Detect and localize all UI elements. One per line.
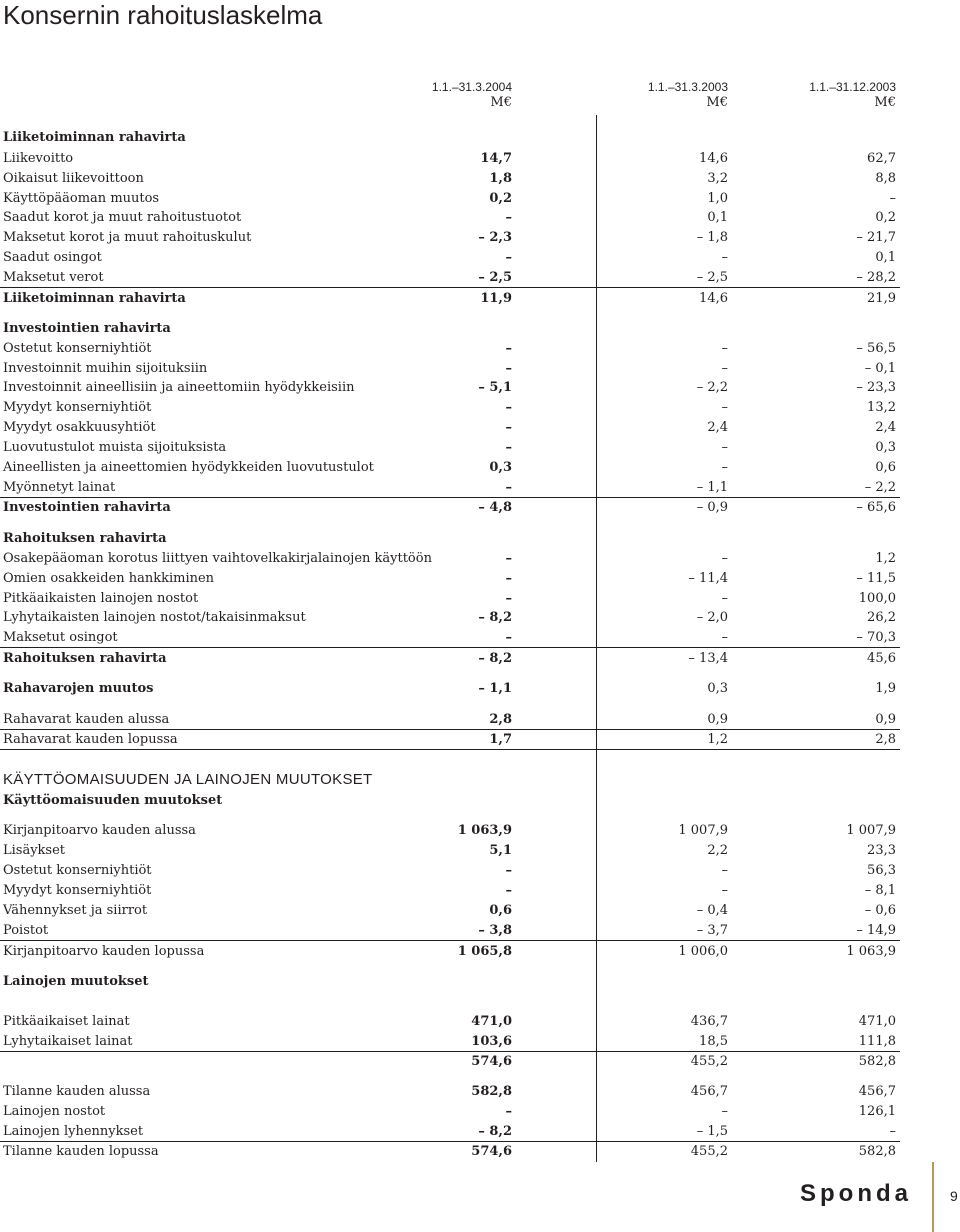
- cell-value: –: [721, 361, 728, 376]
- section-subheading-label: Käyttöomaisuuden muutokset: [3, 793, 223, 808]
- row-label: Oikaisut liikevoittoon: [3, 171, 144, 186]
- table-row: [0, 438, 900, 457]
- cell-value: –: [505, 250, 512, 265]
- table-row: [0, 1102, 900, 1121]
- row-label: Käyttöpääoman muutos: [3, 191, 160, 206]
- cell-value: – 2,5: [696, 270, 728, 285]
- table-row: [0, 881, 900, 900]
- table-row: [0, 901, 900, 920]
- cell-value: 1 007,9: [678, 823, 728, 838]
- cell-value: – 0,1: [864, 361, 896, 376]
- row-label: Ostetut konserniyhtiöt: [3, 863, 152, 878]
- row-label: Lyhytaikaisten lainojen nostot/takaisinmaksut: [3, 610, 306, 625]
- row-label: Myönnetyt lainat: [3, 480, 116, 495]
- cell-value: –: [889, 191, 896, 206]
- row-label: Kirjanpitoarvo kauden alussa: [3, 823, 196, 838]
- row-label: Liiketoiminnan rahavirta: [3, 291, 186, 306]
- cell-value: –: [505, 863, 512, 878]
- cell-value: –: [721, 883, 728, 898]
- cell-value: – 0,6: [864, 903, 896, 918]
- cell-value: –: [721, 400, 728, 415]
- table-row: [0, 339, 900, 358]
- cell-value: 56,3: [867, 863, 896, 878]
- page-number: 9: [950, 1188, 958, 1204]
- cell-value: 1,0: [707, 191, 728, 206]
- cell-value: 14,6: [699, 291, 728, 306]
- table-row: [0, 208, 900, 227]
- row-label: Pitkäaikaiset lainat: [3, 1014, 130, 1029]
- table-row: [0, 1032, 900, 1052]
- cell-value: – 2,3: [478, 230, 512, 245]
- table-row: [0, 289, 900, 308]
- cell-value: – 14,9: [856, 923, 896, 938]
- table-row: [0, 1052, 900, 1071]
- row-label: Rahavarat kauden alussa: [3, 712, 170, 727]
- cell-value: 1 065,8: [457, 944, 512, 959]
- cell-value: –: [721, 863, 728, 878]
- cell-value: – 23,3: [856, 380, 896, 395]
- cell-value: 126,1: [858, 1104, 896, 1119]
- table-row: [0, 821, 900, 840]
- table-row: [0, 861, 900, 880]
- row-label: Myydyt osakkuusyhtiöt: [3, 420, 156, 435]
- column-header-3: [766, 79, 896, 111]
- cell-value: 2,8: [875, 732, 896, 747]
- row-label: Maksetut osingot: [3, 630, 118, 645]
- table-row: [0, 710, 900, 730]
- cell-value: 26,2: [867, 610, 896, 625]
- cell-value: 0,2: [875, 210, 896, 225]
- cell-value: 471,0: [858, 1014, 896, 1029]
- cell-value: 1 006,0: [678, 944, 728, 959]
- cell-value: – 8,2: [478, 1124, 512, 1139]
- table-row: [0, 149, 900, 168]
- row-label: Luovutustulot muista sijoituksista: [3, 440, 227, 455]
- column-header-2: [598, 79, 728, 111]
- section-subheading: [0, 791, 900, 810]
- row-label: Omien osakkeiden hankkiminen: [3, 571, 215, 586]
- cell-value: –: [721, 591, 728, 606]
- cell-value: 13,2: [867, 400, 896, 415]
- cell-value: 436,7: [690, 1014, 728, 1029]
- cell-value: 2,2: [707, 843, 728, 858]
- cell-value: –: [505, 630, 512, 645]
- table-row: [0, 628, 900, 648]
- cell-value: 0,6: [875, 460, 896, 475]
- cell-value: – 28,2: [856, 270, 896, 285]
- section-heading-row: [0, 529, 900, 548]
- cell-value: –: [505, 883, 512, 898]
- cell-value: 11,9: [480, 291, 512, 306]
- page-title: Konsernin rahoituslaskelma: [3, 0, 323, 30]
- row-label: Liikevoitto: [3, 151, 74, 166]
- cell-value: – 1,8: [696, 230, 728, 245]
- cell-value: –: [505, 1104, 512, 1119]
- table-row: [0, 569, 900, 588]
- cell-value: 1 007,9: [846, 823, 896, 838]
- row-label: Rahoituksen rahavirta: [3, 531, 167, 546]
- table-row: [0, 228, 900, 247]
- table-row: [0, 679, 900, 698]
- table-row: [0, 498, 900, 517]
- row-label: Ostetut konserniyhtiöt: [3, 341, 152, 356]
- cell-value: 0,3: [489, 460, 512, 475]
- cell-value: –: [505, 210, 512, 225]
- row-label: Investointien rahavirta: [3, 500, 171, 515]
- cell-value: – 56,5: [856, 341, 896, 356]
- section-heading-row: [0, 319, 900, 338]
- row-label: Lyhytaikaiset lainat: [3, 1034, 133, 1049]
- cell-value: 18,5: [699, 1034, 728, 1049]
- cell-value: 2,8: [489, 712, 512, 727]
- table-row: [0, 418, 900, 437]
- cell-value: 100,0: [858, 591, 896, 606]
- row-label: Saadut osingot: [3, 250, 102, 265]
- cell-value: 455,2: [690, 1144, 728, 1159]
- row-label: Lainojen muutokset: [3, 974, 149, 989]
- cell-value: 574,6: [471, 1144, 512, 1159]
- section-heading-row: [0, 128, 900, 147]
- cell-value: 5,1: [489, 843, 512, 858]
- cell-value: – 0,4: [696, 903, 728, 918]
- row-label: Maksetut korot ja muut rahoituskulut: [3, 230, 252, 245]
- row-label: Maksetut verot: [3, 270, 104, 285]
- row-label: Tilanne kauden alussa: [3, 1084, 151, 1099]
- cell-value: 14,6: [699, 151, 728, 166]
- cell-value: 103,6: [471, 1034, 512, 1049]
- table-row: [0, 1142, 900, 1161]
- cell-value: 455,2: [690, 1054, 728, 1069]
- cell-value: 1 063,9: [457, 823, 512, 838]
- cell-value: –: [505, 591, 512, 606]
- row-label: Rahoituksen rahavirta: [3, 651, 167, 666]
- cell-value: 471,0: [471, 1014, 512, 1029]
- row-label: Rahavarojen muutos: [3, 681, 154, 696]
- cell-value: 0,3: [707, 681, 728, 696]
- table-row: [0, 189, 900, 208]
- cell-value: – 11,5: [856, 571, 896, 586]
- row-label: Saadut korot ja muut rahoitustuotot: [3, 210, 242, 225]
- cell-value: 1 063,9: [846, 944, 896, 959]
- table-row: [0, 268, 900, 288]
- section-heading-row: [0, 972, 900, 991]
- cell-value: – 1,5: [696, 1124, 728, 1139]
- cell-value: 1,8: [489, 171, 512, 186]
- cell-value: – 70,3: [856, 630, 896, 645]
- cell-value: –: [505, 341, 512, 356]
- table-row: [0, 942, 900, 961]
- table-row: [0, 1122, 900, 1142]
- cell-value: – 2,2: [696, 380, 728, 395]
- table-row: [0, 169, 900, 188]
- cell-value: – 8,2: [478, 610, 512, 625]
- table-row: [0, 730, 900, 750]
- row-label: Liiketoiminnan rahavirta: [3, 130, 186, 145]
- cell-value: 2,4: [707, 420, 728, 435]
- cell-value: – 0,9: [696, 500, 728, 515]
- cell-value: – 1,1: [696, 480, 728, 495]
- cell-value: –: [721, 440, 728, 455]
- row-label: Lainojen lyhennykset: [3, 1124, 144, 1139]
- table-row: [0, 608, 900, 627]
- cell-value: –: [505, 571, 512, 586]
- cell-value: 1,2: [875, 551, 896, 566]
- row-label: Rahavarat kauden lopussa: [3, 732, 178, 747]
- table-row: [0, 841, 900, 860]
- cell-value: –: [889, 1124, 896, 1139]
- cell-value: 14,7: [480, 151, 512, 166]
- row-label: Poistot: [3, 923, 49, 938]
- cell-value: 456,7: [690, 1084, 728, 1099]
- table-row: [0, 359, 900, 378]
- cell-value: – 2,2: [864, 480, 896, 495]
- cell-value: 1,7: [489, 732, 512, 747]
- table-row: [0, 478, 900, 498]
- cell-value: – 1,1: [478, 681, 512, 696]
- cell-value: 582,8: [858, 1054, 896, 1069]
- cell-value: 574,6: [471, 1054, 512, 1069]
- brand-logo: Sponda: [800, 1180, 912, 1207]
- cell-value: 111,8: [858, 1034, 896, 1049]
- row-label: Pitkäaikaisten lainojen nostot: [3, 591, 199, 606]
- row-label: Vähennykset ja siirrot: [3, 903, 148, 918]
- column-header-unit: M€: [706, 95, 728, 110]
- cell-value: – 11,4: [688, 571, 728, 586]
- row-label: Tilanne kauden lopussa: [3, 1144, 159, 1159]
- cell-value: – 2,5: [478, 270, 512, 285]
- column-header-period: 1.1.–31.3.2003: [647, 80, 728, 94]
- cell-value: – 21,7: [856, 230, 896, 245]
- table-row: [0, 458, 900, 477]
- cell-value: – 2,0: [696, 610, 728, 625]
- cell-value: –: [721, 250, 728, 265]
- cell-value: 0,3: [875, 440, 896, 455]
- cell-value: – 3,7: [696, 923, 728, 938]
- cell-value: 0,1: [707, 210, 728, 225]
- cell-value: 62,7: [867, 151, 896, 166]
- column-header-period: 1.1.–31.12.2003: [809, 80, 896, 94]
- row-label: Myydyt konserniyhtiöt: [3, 400, 152, 415]
- column-header-1: [382, 79, 512, 111]
- section-heading: KÄYTTÖOMAISUUDEN JA LAINOJEN MUUTOKSET: [3, 771, 373, 788]
- cell-value: – 8,1: [864, 883, 896, 898]
- cell-value: 1,2: [707, 732, 728, 747]
- row-label: Kirjanpitoarvo kauden lopussa: [3, 944, 205, 959]
- cell-value: 2,4: [875, 420, 896, 435]
- row-label: Aineellisten ja aineettomien hyödykkeiden luovutustulot: [3, 460, 374, 475]
- cell-value: – 4,8: [478, 500, 512, 515]
- cell-value: 45,6: [867, 651, 896, 666]
- table-row: [0, 378, 900, 397]
- cell-value: –: [721, 551, 728, 566]
- cell-value: –: [721, 630, 728, 645]
- cell-value: – 5,1: [478, 380, 512, 395]
- table-row: [0, 589, 900, 608]
- row-label: Lainojen nostot: [3, 1104, 106, 1119]
- row-label: Lisäykset: [3, 843, 66, 858]
- table-row: [0, 921, 900, 941]
- table-row: [0, 248, 900, 267]
- cell-value: – 13,4: [688, 651, 728, 666]
- cell-value: –: [721, 460, 728, 475]
- column-header-unit: M€: [490, 95, 512, 110]
- cell-value: 3,2: [707, 171, 728, 186]
- table-row: [0, 649, 900, 668]
- brand-divider: [932, 1162, 934, 1232]
- table-row: [0, 1082, 900, 1101]
- cell-value: – 8,2: [478, 651, 512, 666]
- row-label: Investoinnit aineellisiin ja aineettomiin hyödykkeisiin: [3, 380, 355, 395]
- cell-value: 0,6: [489, 903, 512, 918]
- row-label: Investoinnit muihin sijoituksiin: [3, 361, 208, 376]
- row-label: Osakepääoman korotus liittyen vaihtovelkakirjalainojen käyttöön: [3, 551, 432, 566]
- cell-value: – 3,8: [478, 923, 512, 938]
- cell-value: 1,9: [875, 681, 896, 696]
- cell-value: 0,1: [875, 250, 896, 265]
- cell-value: – 65,6: [856, 500, 896, 515]
- cell-value: –: [505, 400, 512, 415]
- cell-value: 582,8: [471, 1084, 512, 1099]
- row-label: Investointien rahavirta: [3, 321, 171, 336]
- table-row: [0, 398, 900, 417]
- cell-value: 21,9: [867, 291, 896, 306]
- cell-value: 582,8: [858, 1144, 896, 1159]
- cell-value: –: [505, 361, 512, 376]
- cell-value: –: [505, 480, 512, 495]
- cell-value: –: [505, 440, 512, 455]
- cell-value: 0,9: [875, 712, 896, 727]
- cell-value: 0,2: [489, 191, 512, 206]
- table-row: [0, 549, 900, 568]
- row-label: Myydyt konserniyhtiöt: [3, 883, 152, 898]
- cell-value: 23,3: [867, 843, 896, 858]
- cell-value: –: [505, 420, 512, 435]
- table-row: [0, 1012, 900, 1031]
- cell-value: 0,9: [707, 712, 728, 727]
- column-header-period: 1.1.–31.3.2004: [431, 80, 512, 94]
- cell-value: 456,7: [858, 1084, 896, 1099]
- cell-value: –: [721, 1104, 728, 1119]
- cell-value: –: [721, 341, 728, 356]
- cell-value: 8,8: [875, 171, 896, 186]
- column-header-unit: M€: [874, 95, 896, 110]
- cell-value: –: [505, 551, 512, 566]
